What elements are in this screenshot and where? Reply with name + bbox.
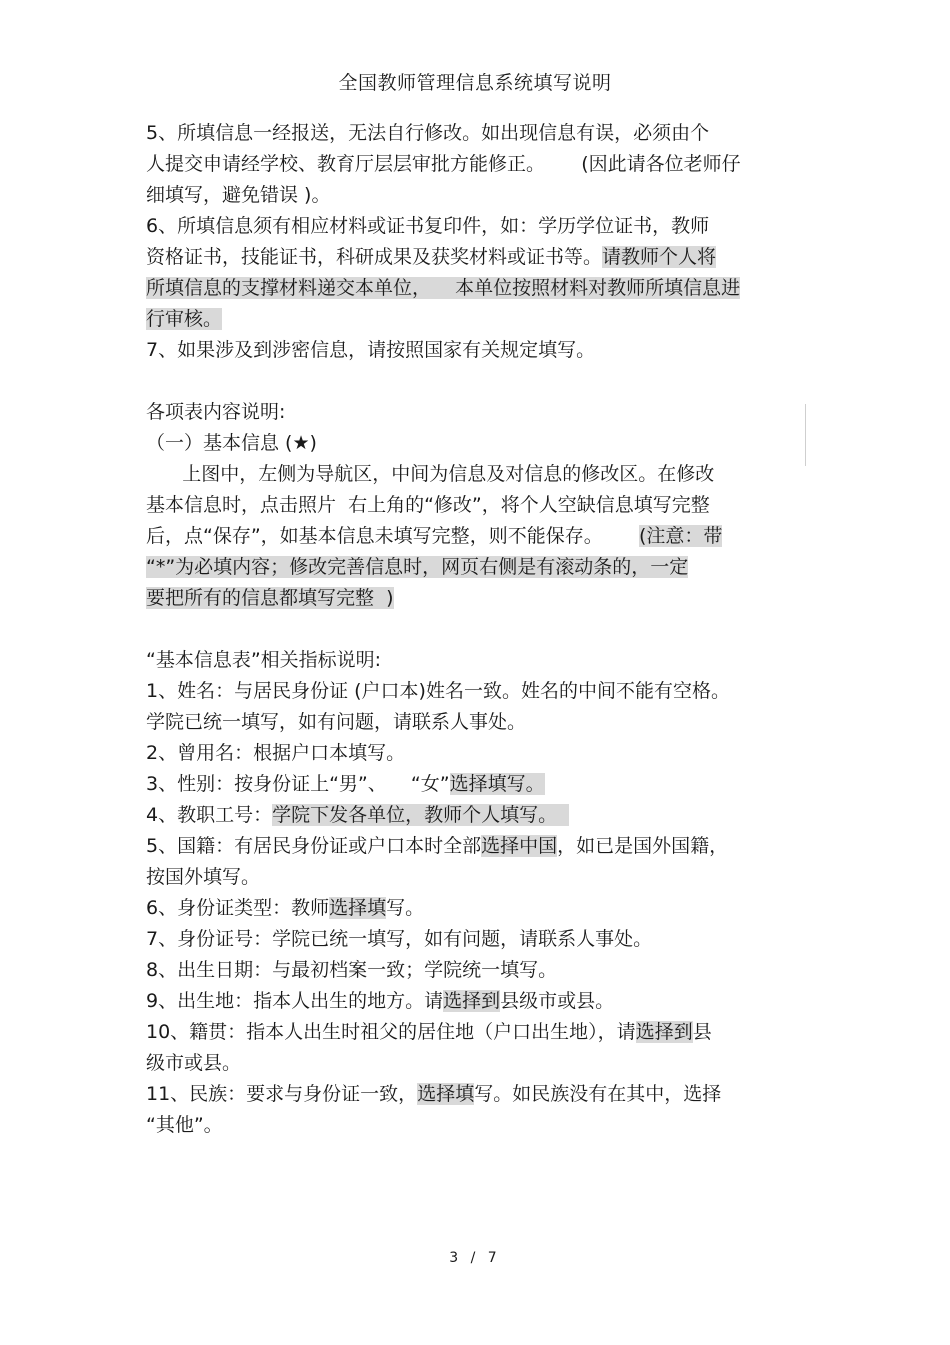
highlighted-text: 选择到 (443, 990, 501, 1012)
text-segment: 2、曾用名：根据户口本填写。 (146, 742, 406, 764)
highlighted-text: 选择填写。 (449, 773, 545, 795)
highlighted-text: 请教师个人将 (602, 246, 717, 268)
text-line (146, 459, 806, 490)
text-line (146, 118, 806, 149)
highlighted-text: (注意：带 (638, 525, 723, 547)
text-segment: 基本信息时，点击照片 右上角的“修改”，将个人空缺信息填写完整 (146, 494, 710, 516)
text-segment: 11、民族：要求与身份证一致， (146, 1083, 418, 1105)
text-line (146, 1017, 806, 1048)
text-segment: “基本信息表”相关指标说明: (146, 649, 382, 671)
text-line (146, 862, 806, 893)
text-segment: 人提交申请经学校、教育厅层层审批方能修正。 (因此请各位老师仔 (146, 153, 741, 175)
page-number: 3 / 7 (449, 1250, 501, 1266)
highlighted-text: 选择填 (329, 897, 387, 919)
text-line (146, 304, 806, 335)
highlighted-text: 学院下发各单位，教师个人填写。 (272, 804, 570, 826)
text-line (146, 1048, 806, 1079)
highlighted-text: 选择到 (635, 1021, 693, 1043)
text-line (146, 831, 806, 862)
text-line (146, 738, 806, 769)
highlighted-text: 选择填 (417, 1083, 475, 1105)
text-line (146, 273, 806, 304)
text-line (146, 211, 806, 242)
text-segment: ，如已是国外国籍， (557, 835, 729, 857)
highlighted-text: 要把所有的信息都填写完整 ) (146, 587, 394, 609)
text-segment: 上图中，左侧为导航区，中间为信息及对信息的修改区。在修改 (146, 463, 715, 485)
text-segment: 5、所填信息一经报送，无法自行修改。如出现信息有误，必须由个 (146, 122, 710, 144)
paragraph-gap (146, 614, 806, 645)
highlighted-text: 选择中国 (481, 835, 558, 857)
text-segment: 4、教职工号： (146, 804, 273, 826)
text-line (146, 986, 806, 1017)
text-line (146, 583, 806, 614)
text-line (146, 769, 806, 800)
text-line (146, 180, 806, 211)
text-line (146, 428, 806, 459)
text-segment: 资格证书，技能证书，科研成果及获奖材料或证书等。 (146, 246, 603, 268)
text-segment: 按国外填写。 (146, 866, 261, 888)
text-line (146, 397, 806, 428)
text-segment: 3、性别：按身份证上“男”、 “女” (146, 773, 450, 795)
text-line (146, 1110, 806, 1141)
highlighted-text: 所填信息的支撑材料递交本单位， 本单位按照材料对教师所填信息进 (146, 277, 741, 299)
text-segment: 6、所填信息须有相应材料或证书复印件，如：学历学位证书，教师 (146, 215, 710, 237)
text-line (146, 645, 806, 676)
text-line (146, 707, 806, 738)
page-title: 全国教师管理信息系统填写说明 (338, 72, 612, 94)
text-segment: 1、姓名：与居民身份证 (户口本)姓名一致。姓名的中间不能有空格。 (146, 680, 730, 702)
text-segment: 各项表内容说明: (146, 401, 286, 423)
text-segment: 县 (692, 1021, 712, 1043)
text-segment: 10、籍贯：指本人出生时祖父的居住地（户口出生地），请 (146, 1021, 636, 1043)
text-line (146, 335, 806, 366)
text-line (146, 242, 806, 273)
text-line (146, 800, 806, 831)
highlighted-text: “*”为必填内容；修改完善信息时，网页右侧是有滚动条的，一定 (146, 556, 689, 578)
margin-rule (805, 404, 806, 466)
text-line (146, 676, 806, 707)
text-segment: 细填写，避免错误 )。 (146, 184, 331, 206)
text-segment: 7、如果涉及到涉密信息，请按照国家有关规定填写。 (146, 339, 596, 361)
text-segment: 县级市或县。 (500, 990, 615, 1012)
text-line (146, 893, 806, 924)
text-line (146, 1079, 806, 1110)
document-body (146, 118, 806, 1141)
text-line (146, 924, 806, 955)
text-segment: 级市或县。 (146, 1052, 242, 1074)
paragraph-gap (146, 366, 806, 397)
text-line (146, 955, 806, 986)
text-segment: 8、出生日期：与最初档案一致；学院统一填写。 (146, 959, 558, 981)
text-line (146, 552, 806, 583)
text-segment: 5、国籍：有居民身份证或户口本时全部 (146, 835, 482, 857)
text-segment: 6、身份证类型：教师 (146, 897, 330, 919)
text-line (146, 490, 806, 521)
text-segment: 写。 (386, 897, 425, 919)
text-segment: 7、身份证号：学院已统一填写，如有问题，请联系人事处。 (146, 928, 653, 950)
text-line (146, 149, 806, 180)
highlighted-text: 行审核。 (146, 308, 223, 330)
text-segment: 写。如民族没有在其中，选择 (474, 1083, 722, 1105)
text-segment: 后，点“保存”，如基本信息未填写完整，则不能保存。 (146, 525, 639, 547)
text-segment: （一）基本信息 (★) (146, 432, 317, 454)
text-line (146, 521, 806, 552)
text-segment: “其他”。 (146, 1114, 223, 1136)
text-segment: 9、出生地：指本人出生的地方。请 (146, 990, 444, 1012)
text-segment: 学院已统一填写，如有问题，请联系人事处。 (146, 711, 527, 733)
